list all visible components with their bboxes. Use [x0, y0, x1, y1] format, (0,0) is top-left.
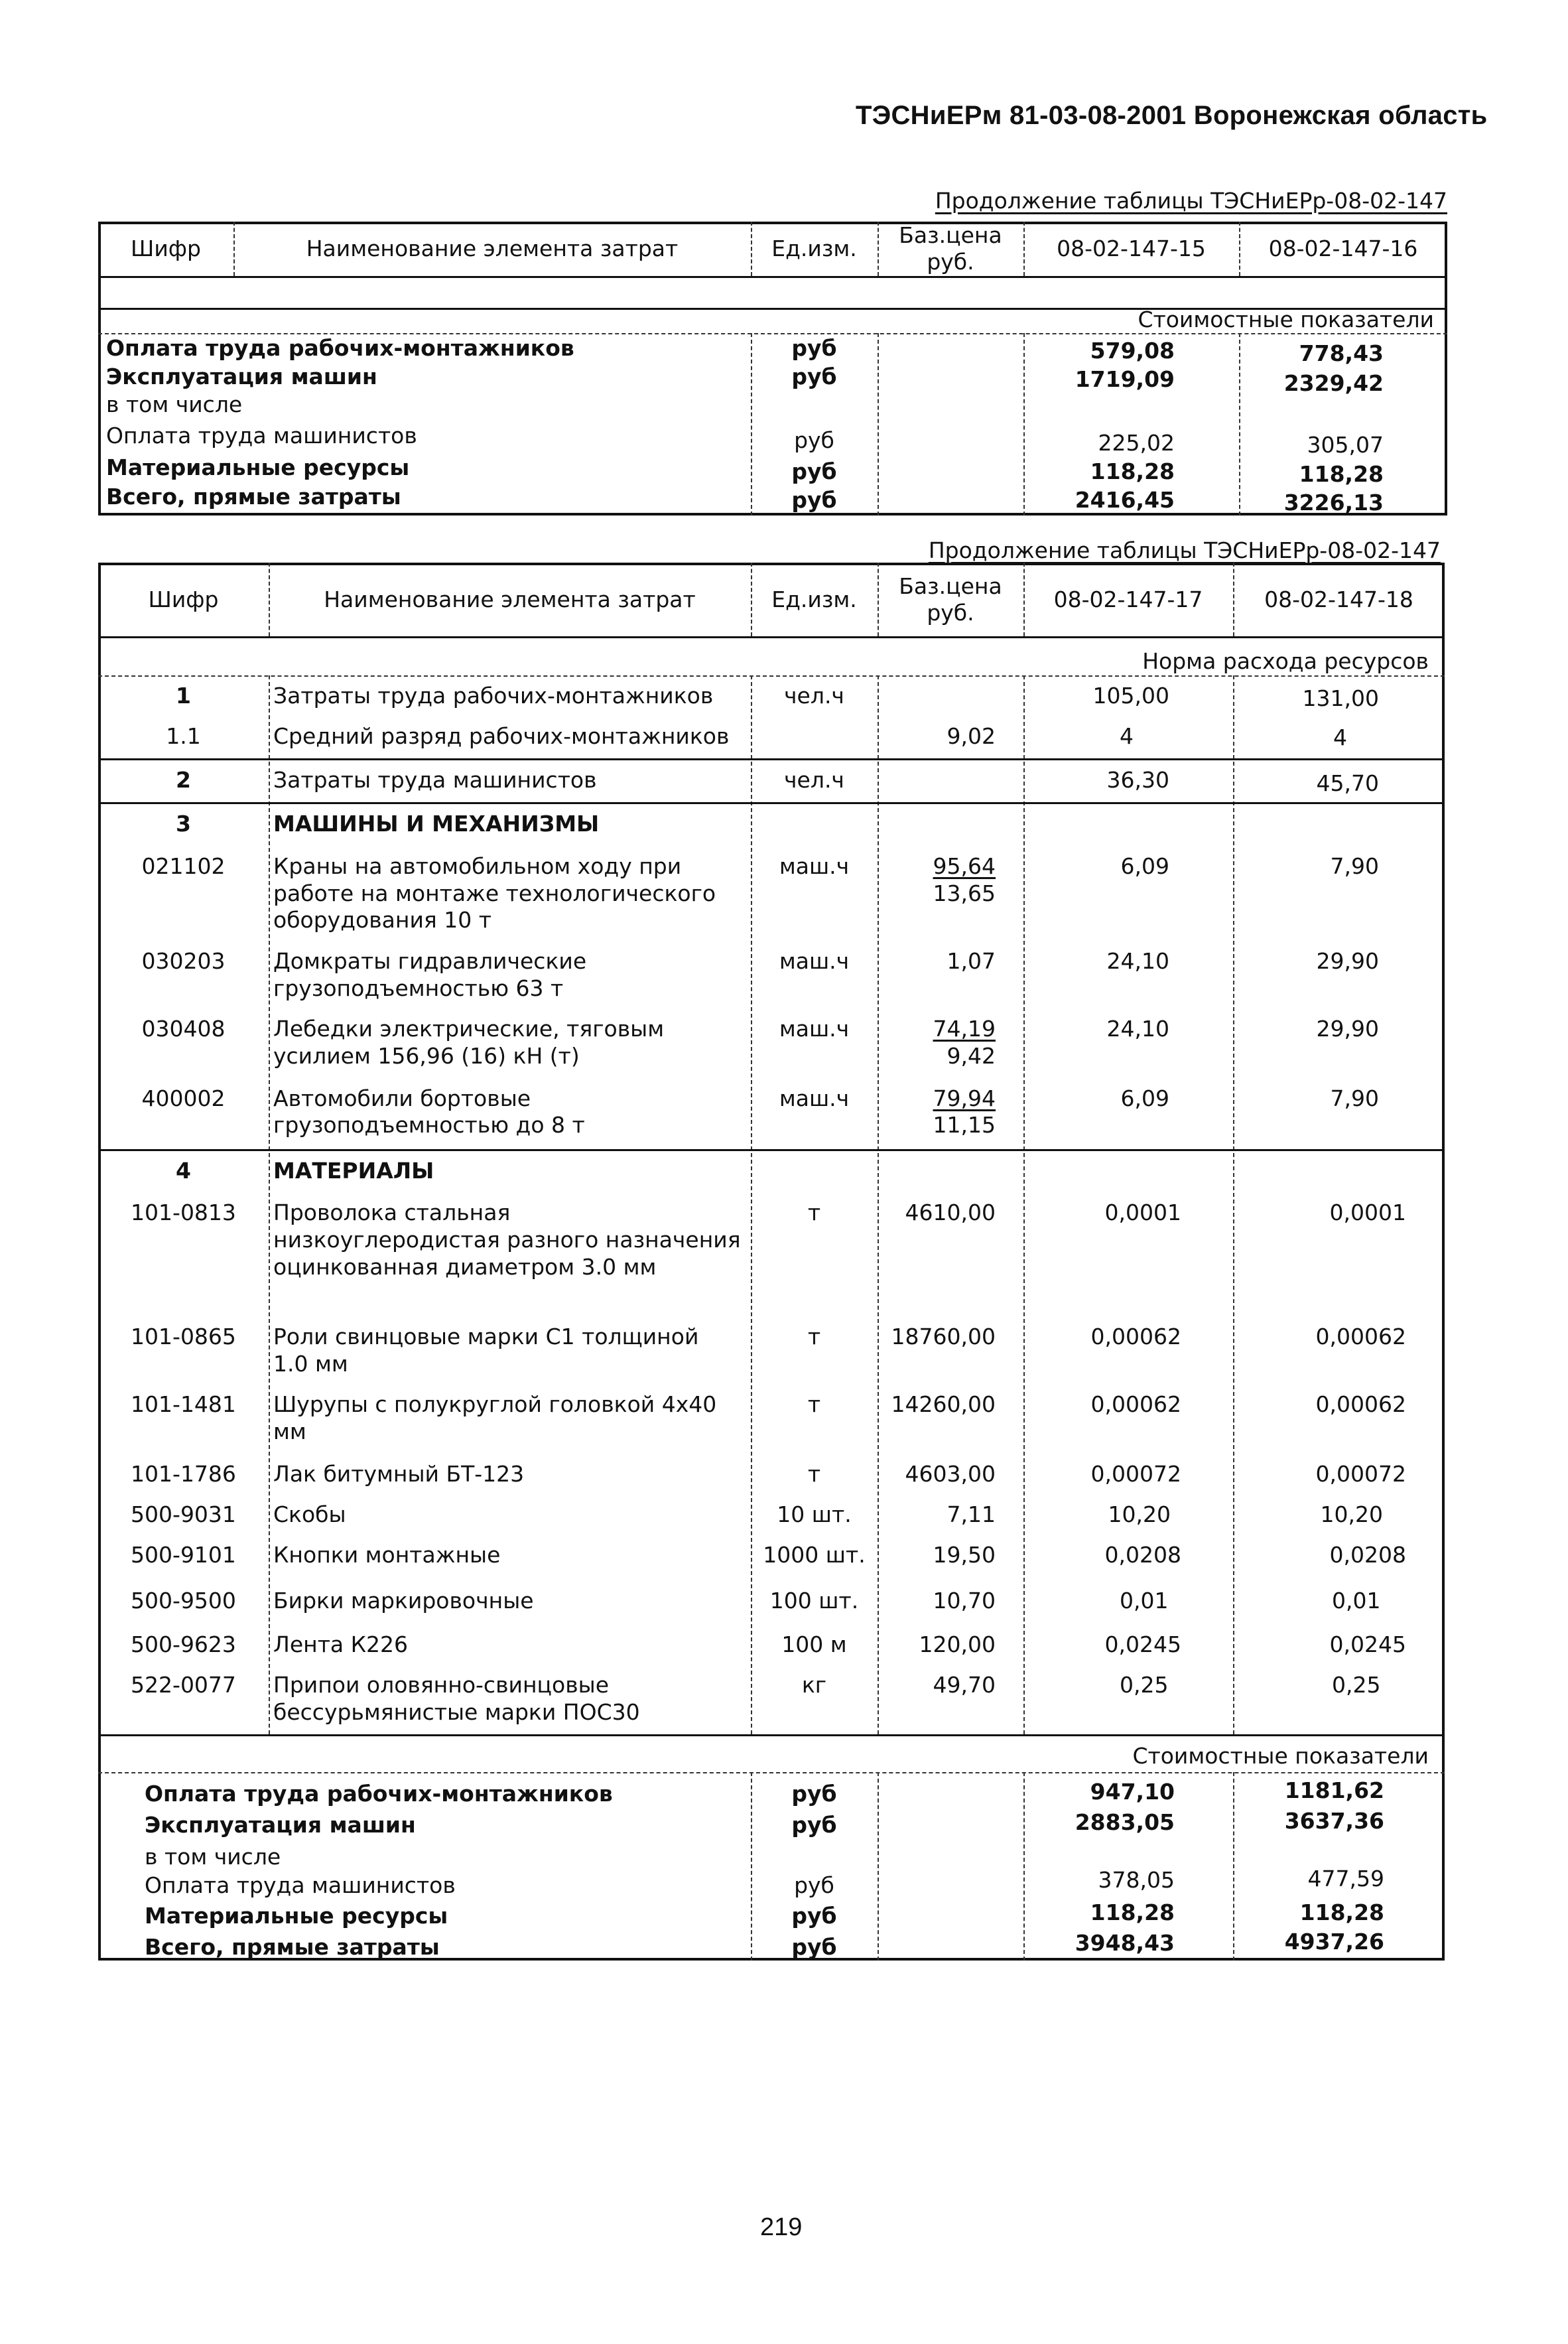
table2-row-name: Средний разряд рабочих-монтажников — [273, 723, 730, 749]
table2-row-price: 120,00 — [919, 1631, 996, 1657]
table2-row-code: 500-9101 — [131, 1542, 236, 1568]
table2-row-price: 18760,00 — [891, 1324, 996, 1349]
table2-caption: Продолжение таблицы ТЭСНиЕРр-08-02-147 — [928, 537, 1441, 563]
table2-row-v1: 6,09 — [1120, 1085, 1169, 1111]
table2-row-unit: т — [807, 1461, 821, 1487]
table2-row-unit: т — [807, 1391, 821, 1417]
table2-row-price: 1,07 — [947, 948, 996, 974]
table2-row-v1: 0,0001 — [1104, 1200, 1181, 1225]
table1-row-v1: 1719,09 — [1075, 366, 1175, 392]
table2-header-col17: 08-02-147-17 — [1053, 586, 1203, 612]
table2-row-price: 19,50 — [933, 1542, 996, 1568]
table2-header-divider — [269, 563, 270, 636]
table1-row-name: Всего, прямые затраты — [106, 484, 401, 510]
table2-row-price: 9,42 — [947, 1043, 996, 1069]
table2-row-name: 1.0 мм — [273, 1351, 348, 1377]
table2-row-name: грузоподъемностью до 8 т — [273, 1112, 585, 1138]
table2-row-name: оборудования 10 т — [273, 907, 491, 933]
table2-row-price: 13,65 — [933, 880, 996, 906]
table2-cost-unit: руб — [794, 1872, 834, 1898]
table2-row-name: Краны на автомобильном ходу при — [273, 853, 682, 879]
table2-row-name: Затраты труда рабочих-монтажников — [273, 683, 714, 709]
table2-row-name: Припои оловянно-свинцовые — [273, 1672, 610, 1698]
table2-row-name: мм — [273, 1418, 306, 1444]
table2-row-unit: маш.ч — [779, 948, 850, 974]
table2-row-name: Лебедки электрические, тяговым — [273, 1016, 665, 1042]
table2-row-name: бессурьмянистые марки ПОС30 — [273, 1699, 640, 1725]
table2-cost-unit: руб — [791, 1812, 837, 1838]
table1-row-v2: 778,43 — [1299, 340, 1384, 366]
table2-row-price: 9,02 — [947, 723, 996, 749]
table2-row-code: 101-0813 — [131, 1200, 236, 1225]
table2-row-v1: 0,25 — [1120, 1672, 1169, 1698]
table1-row-unit: руб — [791, 487, 837, 513]
table2-row-name: Автомобили бортовые — [273, 1085, 531, 1111]
table2-cost-unit: руб — [791, 1934, 837, 1960]
table2-header-unit: Ед.изм. — [771, 586, 857, 612]
table1-row-v1: 579,08 — [1090, 338, 1175, 364]
table2-rule — [98, 1149, 1445, 1151]
table2-row-v1: 0,00062 — [1090, 1391, 1181, 1417]
table2-row-price: 14260,00 — [891, 1391, 996, 1417]
table1-row-name: Оплата труда рабочих-монтажников — [106, 335, 574, 361]
table2-cost-v1: 947,10 — [1090, 1779, 1175, 1805]
table2-row-name: Затраты труда машинистов — [273, 767, 597, 793]
table1-row-unit: руб — [791, 335, 837, 361]
table2-cost-v2: 118,28 — [1299, 1899, 1384, 1925]
table2-cost-v1: 2883,05 — [1075, 1809, 1175, 1835]
table2-row-name: оцинкованная диаметром 3.0 мм — [273, 1254, 657, 1280]
table2-cost-v2: 4937,26 — [1284, 1929, 1384, 1955]
document-header-title: ТЭСНиЕРм 81-03-08-2001 Воронежская область — [856, 101, 1488, 130]
table1-header-col15: 08-02-147-15 — [1057, 236, 1206, 261]
table2-body-divider — [269, 675, 270, 1734]
table2-row-name: грузоподъемностью 63 т — [273, 975, 564, 1001]
table2-header-name: Наименование элемента затрат — [324, 586, 696, 612]
table2-row-unit: т — [807, 1200, 821, 1225]
table2-row-price: 74,19 — [933, 1016, 996, 1042]
table2-row-v2: 0,0245 — [1329, 1631, 1406, 1657]
table1-header-divider — [878, 222, 879, 276]
table2-row-unit: чел.ч — [784, 767, 844, 793]
table2-row-v1: 0,01 — [1120, 1588, 1169, 1614]
table2-row-price: 10,70 — [933, 1588, 996, 1614]
table2-row-v2: 7,90 — [1330, 1085, 1379, 1111]
table2-row-code: 400002 — [141, 1085, 226, 1111]
table2-row-v1: 24,10 — [1106, 948, 1169, 974]
table2-cost-v2: 1181,62 — [1284, 1777, 1384, 1803]
table2-row-v2: 7,90 — [1330, 853, 1379, 879]
table1-row-name: Оплата труда машинистов — [106, 423, 417, 448]
table2-row-name: Лента К226 — [273, 1631, 409, 1657]
table1-section-label: Стоимостные показатели — [1138, 307, 1434, 332]
table2-row-unit: маш.ч — [779, 853, 850, 879]
table2-row-code: 522-0077 — [131, 1672, 236, 1698]
table1-header-unit: Ед.изм. — [771, 236, 857, 261]
table1-header-bottom-rule — [98, 276, 1447, 278]
table1-row-v2: 305,07 — [1307, 432, 1384, 458]
table1-row-v2: 3226,13 — [1283, 490, 1384, 516]
table2-row-unit: кг — [801, 1672, 827, 1698]
table2-rule — [98, 675, 1445, 677]
table2-cost-name: Материальные ресурсы — [145, 1903, 448, 1929]
table2-row-v1: 0,0245 — [1104, 1631, 1181, 1657]
table1-row-name: Эксплуатация машин — [106, 364, 377, 389]
table2-row-v2: 0,25 — [1332, 1672, 1381, 1698]
table2-row-unit: маш.ч — [779, 1085, 850, 1111]
table2-row-name: Роли свинцовые марки С1 толщиной — [273, 1324, 699, 1349]
table2-rule — [98, 758, 1445, 760]
table2-row-name: Бирки маркировочные — [273, 1588, 534, 1614]
table2-row-name: усилием 156,96 (16) кН (т) — [273, 1043, 580, 1069]
table2-row-name: Шурупы с полукруглой головкой 4x40 — [273, 1391, 717, 1417]
table2-row-name: Домкраты гидравлические — [273, 948, 587, 974]
table2-row-name: Проволока стальная — [273, 1200, 511, 1225]
table2-row-price: 4610,00 — [905, 1200, 996, 1225]
table2-row-unit: 100 м — [781, 1631, 847, 1657]
table1-header-price — [878, 222, 1023, 276]
table2-cost-name: Эксплуатация машин — [145, 1812, 416, 1838]
table2-header-divider — [751, 563, 752, 636]
table2-row-name: работе на монтаже технологического — [273, 880, 716, 906]
table2-row-code: 030408 — [141, 1016, 226, 1042]
table2-row-v1: 36,30 — [1106, 767, 1169, 793]
table1-header-price-line1: Баз.цена — [899, 222, 1002, 248]
table2-row-code: 4 — [176, 1158, 191, 1184]
table1-header-name: Наименование элемента затрат — [306, 236, 679, 261]
table2-row-v1: 0,00072 — [1090, 1461, 1181, 1487]
table2-row-unit: 10 шт. — [777, 1501, 852, 1527]
table1-header-divider — [1023, 222, 1025, 276]
table2-row-unit: 100 шт. — [769, 1588, 859, 1614]
table2-rule — [98, 1734, 1445, 1736]
table1-row-v1: 2416,45 — [1075, 487, 1175, 513]
table2-cost-name: Оплата труда рабочих-монтажников — [145, 1781, 613, 1807]
table2-row-v2: 0,00062 — [1315, 1324, 1406, 1349]
table2-row-price: 79,94 — [933, 1085, 996, 1111]
table2-row-name: МАШИНЫ И МЕХАНИЗМЫ — [273, 811, 600, 837]
table2-row-price: 7,11 — [947, 1501, 996, 1527]
table2-row-v1: 0,0208 — [1104, 1542, 1181, 1568]
table1-row-name: Материальные ресурсы — [106, 454, 410, 480]
table2-row-code: 500-9500 — [131, 1588, 236, 1614]
table2-row-price: 4603,00 — [905, 1461, 996, 1487]
table2-header-bottom-rule — [98, 636, 1445, 638]
table2-row-v1: 105,00 — [1092, 683, 1169, 709]
table1-caption: Продолжение таблицы ТЭСНиЕРр-08-02-147 — [935, 188, 1447, 214]
table2-row-unit: т — [807, 1324, 821, 1349]
table2-row-v2: 0,00062 — [1315, 1391, 1406, 1417]
table2-header-price — [878, 563, 1023, 636]
table1-row-v2: 118,28 — [1299, 461, 1384, 487]
table2-row-code: 101-0865 — [131, 1324, 236, 1349]
table1-row-unit: руб — [794, 427, 834, 453]
table2-row-code: 500-9623 — [131, 1631, 236, 1657]
table2-cost-unit: руб — [791, 1781, 837, 1807]
table2-row-v2: 4 — [1333, 724, 1347, 750]
table1-row-name: в том числе — [106, 391, 243, 417]
table2-row-v2: 0,0001 — [1329, 1200, 1406, 1225]
table2-row-price: 95,64 — [933, 853, 996, 879]
table1-header-divider — [751, 222, 752, 276]
table2-row-code: 1.1 — [166, 723, 201, 749]
table1-row-unit: руб — [791, 364, 837, 389]
table2-row-v1: 6,09 — [1120, 853, 1169, 879]
table2-header-price-line1: Баз.цена — [899, 573, 1002, 599]
table2-header-price-line2: руб. — [927, 599, 974, 626]
table2-row-code: 101-1786 — [131, 1461, 236, 1487]
table2-row-unit: маш.ч — [779, 1016, 850, 1042]
table2-row-code: 3 — [176, 811, 191, 837]
table2-row-name: Скобы — [273, 1501, 346, 1527]
table2-row-v2: 45,70 — [1316, 770, 1379, 796]
table1-header-divider — [233, 222, 235, 276]
table2-row-v1: 4 — [1120, 723, 1134, 749]
table2-row-v1: 24,10 — [1106, 1016, 1169, 1042]
table2-row-v2: 0,00072 — [1315, 1461, 1406, 1487]
table2-row-v2: 29,90 — [1316, 1016, 1379, 1042]
table2-row-v1: 0,00062 — [1090, 1324, 1181, 1349]
table1-row-v1: 225,02 — [1098, 430, 1175, 456]
table2-row-name: Кнопки монтажные — [273, 1542, 501, 1568]
table1-row-v2: 2329,42 — [1283, 370, 1384, 396]
table2-row-v2: 29,90 — [1316, 948, 1379, 974]
table2-cost-v1: 3948,43 — [1075, 1930, 1175, 1956]
table2-cost-name: Всего, прямые затраты — [145, 1934, 440, 1960]
table2-rule — [98, 802, 1445, 804]
table2-cost-name: в том числе — [145, 1844, 281, 1870]
table2-cost-unit: руб — [791, 1903, 837, 1929]
table2-row-name: Лак битумный БТ-123 — [273, 1461, 525, 1487]
table2-cost-v1: 378,05 — [1098, 1867, 1175, 1893]
table2-row-name: МАТЕРИАЛЫ — [273, 1158, 434, 1184]
table2-cost-v1: 118,28 — [1090, 1899, 1175, 1925]
table2-row-unit: 1000 шт. — [763, 1542, 866, 1568]
table2-row-name: низкоуглеродистая разного назначения — [273, 1227, 741, 1253]
table1-header-price-line2: руб. — [927, 249, 974, 275]
table2-row-code: 021102 — [141, 853, 226, 879]
table2-cost-v2: 477,59 — [1307, 1866, 1384, 1892]
table2-section-label: Норма расхода ресурсов — [1142, 648, 1429, 674]
table2-cost-name: Оплата труда машинистов — [145, 1872, 456, 1898]
table1-header-code: Шифр — [131, 236, 201, 261]
table2-row-code: 500-9031 — [131, 1501, 236, 1527]
table2-row-v2: 0,01 — [1332, 1588, 1381, 1614]
table2-row-code: 101-1481 — [131, 1391, 236, 1417]
table1-row-v1: 118,28 — [1090, 458, 1175, 484]
table2-row-v2: 131,00 — [1302, 685, 1379, 711]
table2-row-code: 2 — [176, 767, 191, 793]
table1-body-divider — [878, 333, 879, 516]
table2-row-code: 1 — [176, 683, 191, 709]
table2-header-col18: 08-02-147-18 — [1264, 586, 1413, 612]
table2-row-unit: чел.ч — [784, 683, 844, 709]
table2-header-divider — [1233, 563, 1234, 636]
table2-row-price: 11,15 — [933, 1112, 996, 1138]
table2-row-code: 030203 — [141, 948, 226, 974]
table1-header-divider — [1239, 222, 1240, 276]
table2-cost-v2: 3637,36 — [1284, 1808, 1384, 1834]
table2-header-divider — [878, 563, 879, 636]
table2-cost-section-label: Стоимостные показатели — [1132, 1743, 1429, 1769]
table2-header-code: Шифр — [148, 586, 219, 612]
table2-row-v1: 10,20 — [1108, 1501, 1171, 1527]
table2-header-divider — [1023, 563, 1025, 636]
table2-row-v2: 10,20 — [1320, 1501, 1383, 1527]
table2-row-price: 49,70 — [933, 1672, 996, 1698]
table2-rule — [98, 1772, 1445, 1773]
table1-row-unit: руб — [791, 458, 837, 484]
table2-row-v2: 0,0208 — [1329, 1542, 1406, 1568]
table2-cost-divider — [878, 1772, 879, 1961]
table1-header-col16: 08-02-147-16 — [1268, 236, 1418, 261]
page-number: 219 — [760, 2213, 803, 2241]
